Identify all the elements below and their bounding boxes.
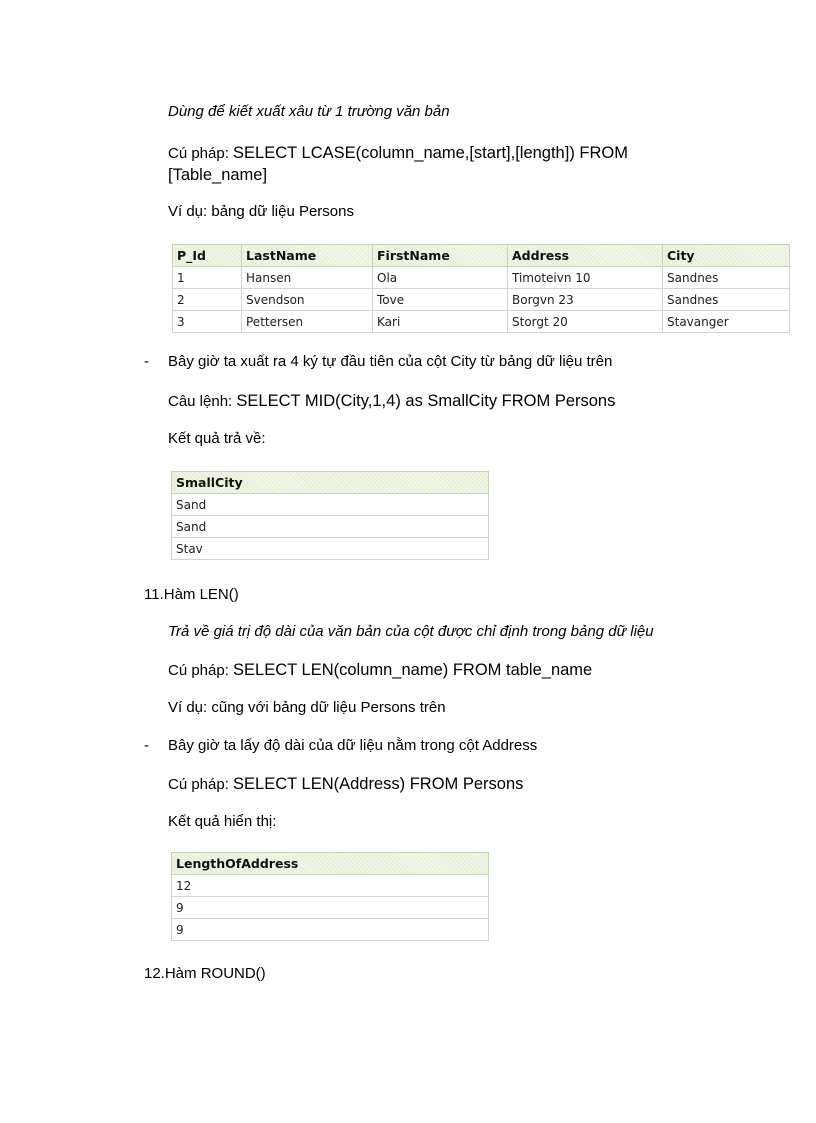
table-row — [173, 267, 790, 289]
table-cell: Borgvn 23 — [508, 289, 663, 311]
lcase-syntax-label: Cú pháp: — [168, 145, 234, 162]
header-city: City — [663, 245, 790, 267]
table-cell: Svendson — [242, 289, 373, 311]
len-description: Trả về giá trị độ dài của văn bản của cột được chỉ định trong bảng dữ liệu — [168, 623, 654, 640]
bullet-dash: - — [144, 737, 149, 754]
round-heading: 12.Hàm ROUND() — [144, 965, 266, 982]
mid-command-code: SELECT MID(City,1,4) as SmallCity FROM Persons — [236, 392, 616, 410]
table-header-row — [172, 853, 489, 875]
lcase-description: Dùng để kiết xuất xâu từ 1 trường văn bản — [168, 103, 450, 120]
table-cell: Sandnes — [663, 267, 790, 289]
table-cell: 9 — [172, 897, 489, 919]
header-firstname: FirstName — [373, 245, 508, 267]
table-cell: 1 — [173, 267, 242, 289]
table-cell: Timoteivn 10 — [508, 267, 663, 289]
lengthofaddress-table — [171, 852, 489, 941]
table-row — [172, 494, 489, 516]
lcase-syntax-line2: [Table_name] — [168, 166, 268, 184]
len-syntax — [168, 660, 592, 681]
table-cell: Kari — [373, 311, 508, 333]
persons-table — [172, 244, 790, 333]
table-row — [172, 919, 489, 941]
table-row — [172, 897, 489, 919]
header-address: Address — [508, 245, 663, 267]
mid-command-label: Câu lệnh: — [168, 393, 237, 410]
table-header-row — [173, 245, 790, 267]
len-result-label: Kết quả hiển thị: — [168, 813, 277, 830]
mid-result-label: Kết quả trả về: — [168, 430, 266, 447]
table-cell: Stav — [172, 538, 489, 560]
len-command-label: Cú pháp: — [168, 776, 234, 793]
smallcity-table — [171, 471, 489, 560]
table-cell: Ola — [373, 267, 508, 289]
table-cell: Pettersen — [242, 311, 373, 333]
table-cell: Storgt 20 — [508, 311, 663, 333]
table-row — [173, 311, 790, 333]
lcase-syntax-code: SELECT LCASE(column_name,[start],[length]) FROM — [233, 144, 628, 162]
mid-command — [168, 391, 615, 412]
lcase-example-intro: Ví dụ: bảng dữ liệu Persons — [168, 203, 354, 220]
len-example-intro: Ví dụ: cũng với bảng dữ liệu Persons trên — [168, 699, 446, 716]
table-cell: Stavanger — [663, 311, 790, 333]
header-lastname: LastName — [242, 245, 373, 267]
len-syntax-code: SELECT LEN(column_name) FROM table_name — [233, 661, 593, 679]
bullet-dash: - — [144, 353, 149, 370]
table-cell: Sand — [172, 516, 489, 538]
table-cell: 9 — [172, 919, 489, 941]
table-row — [172, 516, 489, 538]
table-row — [172, 538, 489, 560]
len-command-code: SELECT LEN(Address) FROM Persons — [233, 775, 524, 793]
table-cell: Hansen — [242, 267, 373, 289]
len-task: Bây giờ ta lấy độ dài của dữ liệu nằm trong cột Address — [168, 737, 538, 754]
table-cell: Sand — [172, 494, 489, 516]
lcase-syntax-line1 — [168, 143, 628, 164]
header-pid: P_Id — [173, 245, 242, 267]
table-row — [173, 289, 790, 311]
table-cell: 2 — [173, 289, 242, 311]
header-lengthofaddress: LengthOfAddress — [172, 853, 489, 875]
len-syntax-label: Cú pháp: — [168, 662, 234, 679]
mid-task: Bây giờ ta xuất ra 4 ký tự đầu tiên của cột City từ bảng dữ liệu trên — [168, 353, 613, 370]
table-cell: Sandnes — [663, 289, 790, 311]
header-smallcity: SmallCity — [172, 472, 489, 494]
table-cell: 12 — [172, 875, 489, 897]
len-heading: 11.Hàm LEN() — [144, 586, 239, 603]
table-cell: 3 — [173, 311, 242, 333]
table-header-row — [172, 472, 489, 494]
table-row — [172, 875, 489, 897]
table-cell: Tove — [373, 289, 508, 311]
len-command — [168, 774, 523, 795]
